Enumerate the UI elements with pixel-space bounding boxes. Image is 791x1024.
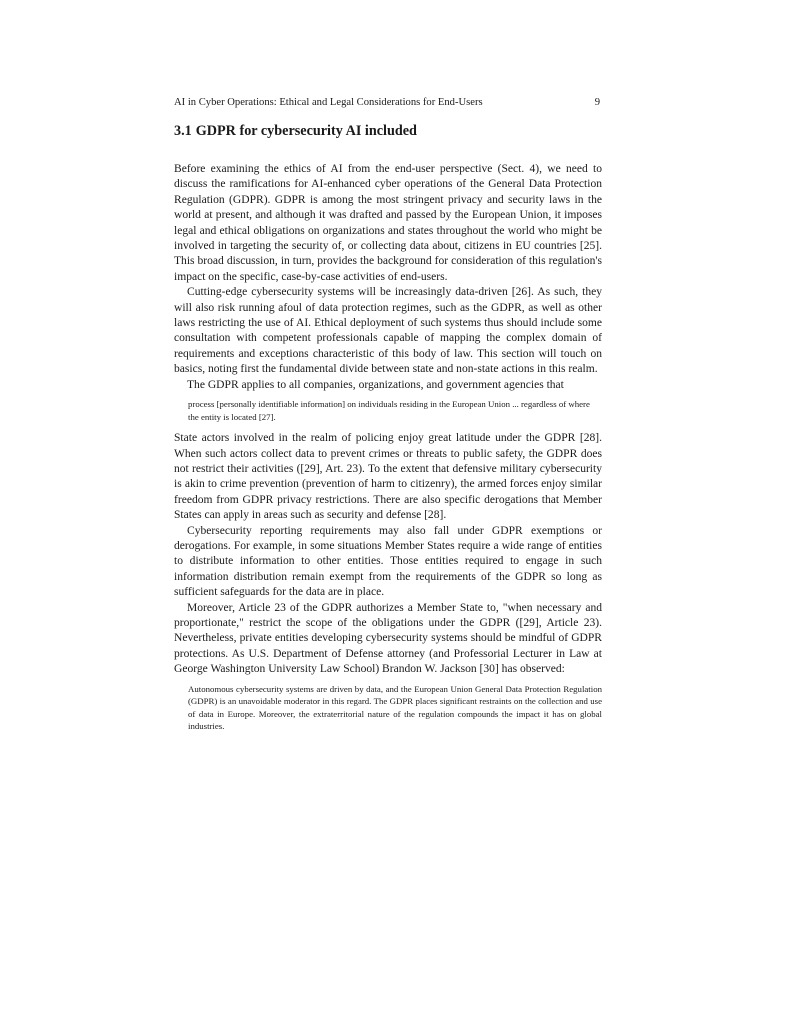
running-header (174, 96, 602, 110)
section-heading (174, 122, 602, 140)
page-number: 9 (594, 97, 600, 108)
paragraph-4: State actors involved in the realm of policing enjoy great latitude under the GDPR [28]. When such actors collect data to prevent crimes or threats to public safety, the GDPR does not restrict their activities ([29], Art. 23). To the extent that defensive military cybersecurity is akin to crime prevention (prevention of harm to citizenry), the armed forces enjoy similar freedom from GDPR privacy restrictions. There are also specific derogations that Member States can apply in areas such as security and defense [28]. (174, 432, 602, 522)
paper-page (174, 96, 602, 733)
paragraph-2: Cutting-edge cybersecurity systems will be increasingly data-driven [26]. As such, they will also risk running afoul of data protection regimes, such as the GDPR, as well as other laws restricting the use of AI. Ethical deployment of such systems thus should include some consultation with competent professionals capable of mapping the complex domain of requirements and exceptions characteristic of this body of law. This section will touch on basics, noting first the fundamental divide between state and non-state actions in this realm. (174, 286, 602, 376)
paragraph-1: Before examining the ethics of AI from the end-user perspective (Sect. 4), we need to discuss the ramifications for AI-enhanced cyber operations of the General Data Protection Regulation (GDPR). GDPR is among the most stringent privacy and security laws in the world at present, and although it was drafted and passed by the European Union, it imposes legal and ethical obligations on organizations and states throughout the world who might be involved in targeting the security of, or collecting data about, citizens in EU countries [25]. This broad discussion, in turn, provides the background for consideration of this regulation's impact on the specific, case-by-case activities of end-users. (174, 163, 602, 283)
section-body (174, 162, 602, 733)
section-title: GDPR for cybersecurity AI included (195, 123, 417, 139)
block-quote-gdpr-scope: process [personally identifiable information] on individuals residing in the European Union ... regardless of where the entity is located [27]. (188, 399, 590, 423)
paragraph-5: Cybersecurity reporting requirements may also fall under GDPR exemptions or derogations. For example, in some situations Member States require a wide range of entities to distribute information to other entities. Those entities required to engage in such information distribution remain exempt from the requirements of the GDPR so long as sufficient safeguards for the data are in place. (174, 524, 602, 599)
block-quote-jackson: Autonomous cybersecurity systems are driven by data, and the European Union General Data Protection Regulation (GDPR) is an unavoidable moderator in this regard. The GDPR places significant restraints on the collection and use of data in Europe. Moreover, the extraterritorial nature of the regulation compounds the impact it has on global industries. (188, 683, 602, 732)
paragraph-3: The GDPR applies to all companies, organizations, and government agencies that (187, 378, 564, 391)
section-number: 3.1 (174, 123, 192, 139)
paragraph-6: Moreover, Article 23 of the GDPR authorizes a Member State to, "when necessary and proportionate," restrict the scope of the obligations under the GDPR ([29], Article 23). Nevertheless, private entities developing cybersecurity systems should be mindful of GDPR protections. As U.S. Department of Defense attorney (and Professorial Lecturer in Law at George Washington University Law School) Brandon W. Jackson [30] has observed: (174, 601, 602, 676)
running-title: AI in Cyber Operations: Ethical and Legal Considerations for End-Users (174, 97, 483, 108)
